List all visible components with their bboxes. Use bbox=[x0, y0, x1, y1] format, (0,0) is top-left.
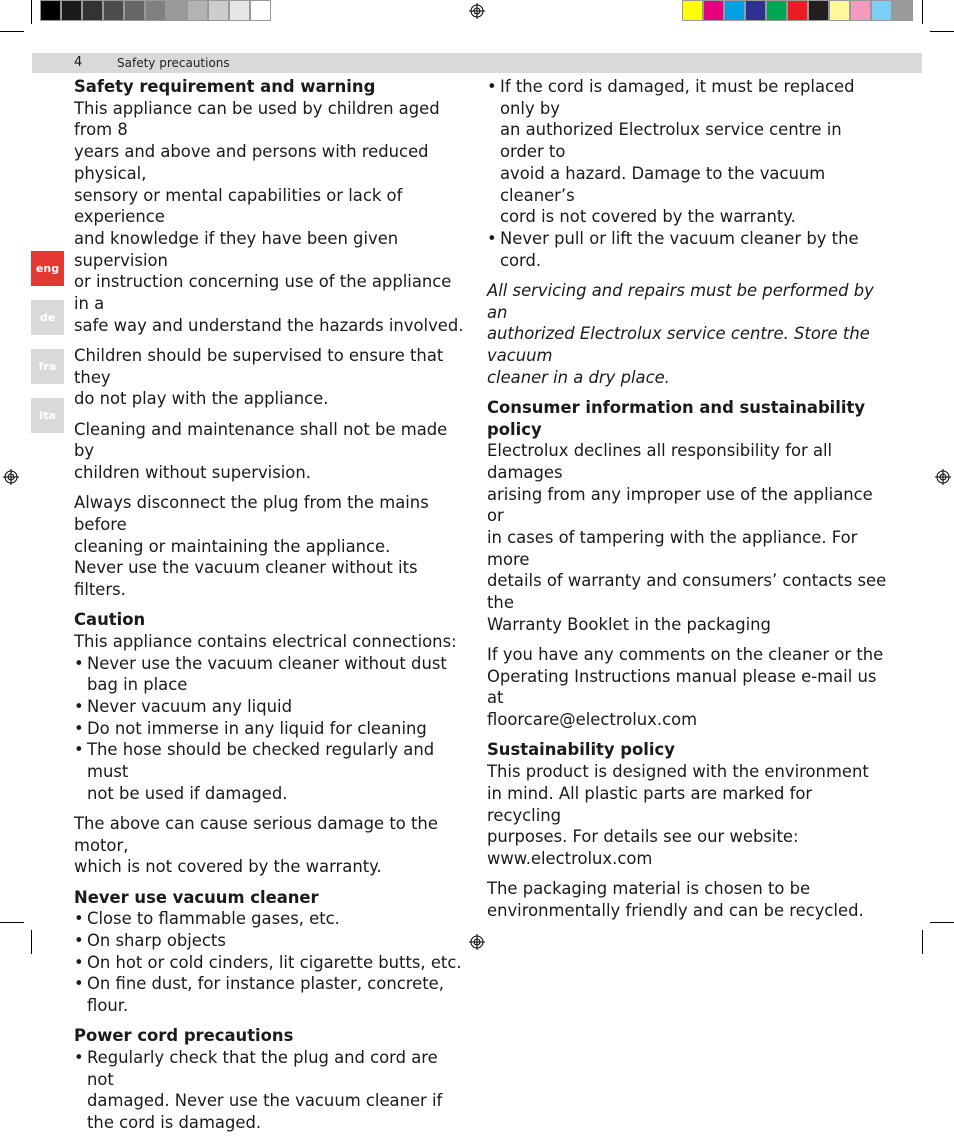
page-number: 4 bbox=[74, 55, 83, 70]
color-swatch bbox=[187, 0, 208, 21]
color-swatch bbox=[103, 0, 124, 21]
paragraph-sustainability: This product is designed with the environment in mind. All plastic parts are marked for recycling purposes. For details see our website: www.electrolux.com bbox=[487, 762, 869, 868]
color-swatch bbox=[850, 0, 871, 21]
paragraph-packaging: The packaging material is chosen to be environmentally friendly and can be recycled. bbox=[487, 879, 864, 920]
heading-safety-requirement: Safety requirement and warning bbox=[74, 77, 376, 96]
paragraph-children: Children should be supervised to ensure that they do not play with the appliance. bbox=[74, 345, 444, 409]
color-swatch bbox=[682, 0, 703, 21]
left-column bbox=[74, 76, 468, 1142]
crop-mark bbox=[31, 930, 32, 954]
heading-consumer-info: Consumer information and sustainability policy bbox=[487, 397, 866, 439]
color-swatch bbox=[40, 0, 61, 21]
cord-list bbox=[487, 76, 887, 271]
color-swatch bbox=[724, 0, 745, 21]
color-swatch bbox=[229, 0, 250, 21]
list-item: • Never pull or lift the vacuum cleaner by the cord. bbox=[487, 228, 887, 271]
gray-swatch-strip bbox=[40, 0, 271, 22]
color-swatch-strip bbox=[682, 0, 913, 22]
section-title: Safety precautions bbox=[117, 56, 230, 70]
paragraph-comments: If you have any comments on the cleaner or the Operating Instructions manual please e-mail us at floorcare@electrolux.com bbox=[487, 645, 884, 730]
registration-mark-icon bbox=[935, 469, 951, 485]
color-swatch bbox=[787, 0, 808, 21]
color-swatch bbox=[745, 0, 766, 21]
heading-never-use: Never use vacuum cleaner bbox=[74, 887, 319, 907]
heading-sustainability: Sustainability policy bbox=[487, 740, 675, 760]
list-item: • Do not immerse in any liquid for cleaning bbox=[74, 718, 468, 740]
list-item: • The hose should be checked regularly and must not be used if damaged. bbox=[74, 739, 468, 804]
paragraph-consumer: Electrolux declines all responsibility for all damages arising from any improper use of the appliance or in cases of tampering with the appliance. For more details of warranty and consumers’ contacts see the Warranty Booklet in the packaging bbox=[487, 441, 887, 634]
paragraph-safety: This appliance can be used by children aged from 8 years and above and persons with reduced physical, sensory or mental capabilities or lack of experience and knowledge if they have been given supervision or instruction concerning use of the appliance in a safe way and understand the hazards involved. bbox=[74, 98, 464, 335]
heading-power-cord: Power cord precautions bbox=[74, 1026, 294, 1046]
color-swatch bbox=[145, 0, 166, 21]
language-tab-fra: fra bbox=[31, 349, 64, 384]
list-item: • Close to flammable gases, etc. bbox=[74, 908, 468, 930]
list-item: • On sharp objects bbox=[74, 930, 468, 952]
color-swatch bbox=[892, 0, 913, 21]
heading-caution: Caution bbox=[74, 610, 146, 630]
paragraph-servicing: All servicing and repairs must be performed by an authorized Electrolux service centre. Store the vacuum cleaner in a dry place. bbox=[487, 280, 874, 387]
caution-list bbox=[74, 653, 468, 805]
color-swatch bbox=[766, 0, 787, 21]
color-swatch bbox=[871, 0, 892, 21]
color-swatch bbox=[166, 0, 187, 21]
crop-mark bbox=[0, 31, 24, 32]
crop-mark bbox=[930, 922, 954, 923]
never-use-list bbox=[74, 908, 468, 1017]
color-swatch bbox=[82, 0, 103, 21]
registration-mark-icon bbox=[469, 3, 485, 19]
paragraph-cleaning: Cleaning and maintenance shall not be made by children without supervision. bbox=[74, 419, 448, 482]
language-tab-ita: Ita bbox=[31, 398, 64, 433]
language-tab-eng: eng bbox=[31, 251, 64, 286]
list-item: • Never use the vacuum cleaner without dust bag in place bbox=[74, 653, 468, 696]
crop-mark bbox=[31, 0, 32, 24]
crop-mark bbox=[922, 0, 923, 24]
crop-mark bbox=[930, 31, 954, 32]
paragraph-filters: Never use the vacuum cleaner without its filters. bbox=[74, 558, 418, 599]
paragraph-caution: This appliance contains electrical connections: bbox=[74, 631, 457, 651]
list-item: • Never vacuum any liquid bbox=[74, 696, 468, 718]
registration-mark-icon bbox=[469, 934, 485, 950]
color-swatch bbox=[829, 0, 850, 21]
list-item: • On fine dust, for instance plaster, concrete, flour. bbox=[74, 973, 468, 1016]
color-swatch bbox=[61, 0, 82, 21]
color-swatch bbox=[208, 0, 229, 21]
list-item: • If the cord is damaged, it must be replaced only by an authorized Electrolux service centre in order to avoid a hazard. Damage to the vacuum cleaner’s cord is not covered by the warranty. bbox=[487, 76, 887, 228]
color-swatch bbox=[703, 0, 724, 21]
power-cord-list bbox=[74, 1047, 468, 1134]
list-item: • Regularly check that the plug and cord are not damaged. Never use the vacuum cleaner if the cord is damaged. bbox=[74, 1047, 468, 1134]
paragraph-disconnect: Always disconnect the plug from the mains before cleaning or maintaining the appliance. bbox=[74, 493, 429, 556]
language-tab-de: de bbox=[31, 300, 64, 335]
color-swatch bbox=[124, 0, 145, 21]
right-column bbox=[487, 76, 887, 930]
paragraph-damage: The above can cause serious damage to the motor, which is not covered by the warranty. bbox=[74, 814, 438, 877]
list-item: • On hot or cold cinders, lit cigarette butts, etc. bbox=[74, 952, 468, 974]
crop-mark bbox=[0, 922, 24, 923]
registration-mark-icon bbox=[3, 469, 19, 485]
color-swatch bbox=[808, 0, 829, 21]
color-swatch bbox=[250, 0, 271, 21]
crop-mark bbox=[922, 930, 923, 954]
